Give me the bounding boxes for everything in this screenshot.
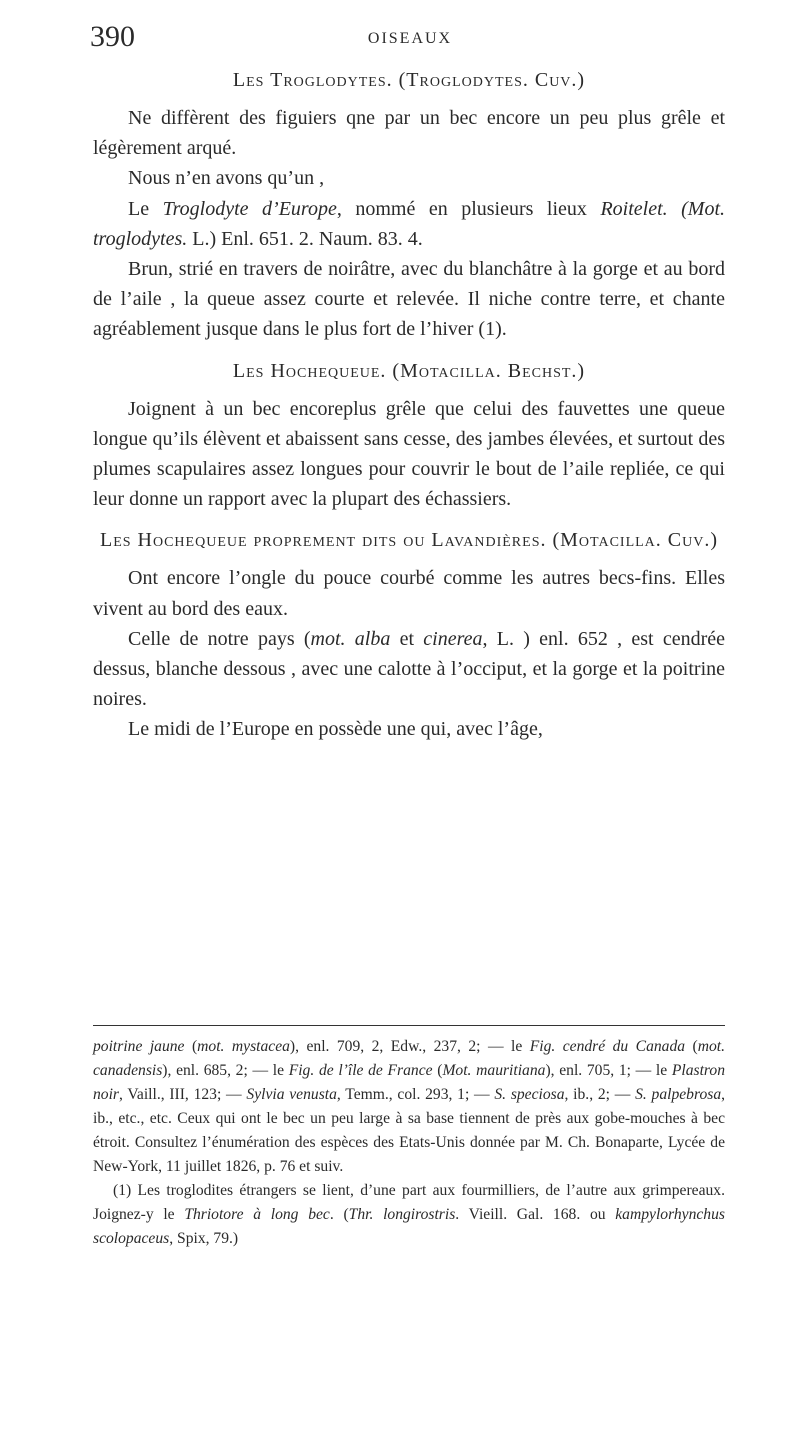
text: ( (432, 1062, 443, 1079)
species-name: Thr. longirostris (348, 1206, 456, 1223)
paragraph: Nous n’en avons qu’un , (128, 167, 325, 190)
text: , Spix, 79.) (169, 1230, 239, 1247)
text: (1) Les troglodites étrangers se lient, d’une part aux fourmilliers, de l’autre aux grimpereaux. Joignez-y le (93, 1182, 725, 1223)
running-head (90, 20, 730, 60)
species-name: Plastron noir (93, 1062, 725, 1103)
paragraph: Brun, strié en travers de noirâtre, avec du blanchâtre à la gorge et au bord de l’aile , la queue assez courte et relevée. Il niche contre terre, et chante agréablement jusque dans le plus fort de l’hiver (1). (93, 258, 725, 341)
main-text (93, 68, 725, 745)
species-name: Fig. de l’île de France (288, 1062, 433, 1079)
paragraph: Le midi de l’Europe en possède une qui, avec l’âge, (128, 718, 543, 741)
text: L.) Enl. 651. 2. Naum. 83. 4. (187, 227, 423, 250)
species-name: Fig. cendré du Canada (529, 1038, 686, 1055)
text: , Vaill., III, 123; — (119, 1086, 247, 1103)
species-name: mot. canadensis (93, 1038, 726, 1079)
paragraph: Ne diffèrent des figuiers qne par un bec encore un peu plus grêle et légèrement arqué. (93, 107, 725, 160)
paragraph: Ont encore l’ongle du pouce courbé comme les autres becs-fins. Elles vivent au bord des eaux. (93, 567, 725, 620)
species-name: poitrine jaune (93, 1038, 185, 1055)
text: ( (184, 1038, 198, 1055)
footnote-1 (93, 1179, 725, 1251)
text: , Temm., col. 293, 1; — (336, 1086, 495, 1103)
text: , ib., 2; — (564, 1086, 636, 1103)
text: ), enl. 685, 2; — le (162, 1062, 289, 1079)
species-name: mot. mystacea (197, 1038, 290, 1055)
text: , ib., etc., etc. Ceux qui ont le bec un peu large à sa base tiennent de près aux gobe-mouches à bec étroit. Consultez l’énumération des espèces des Etats-Unis donnée par M. Ch. Bonaparte, Lycée de New-York, 11 juillet 1826, p. 76 et suiv. (93, 1086, 726, 1175)
footnotes (93, 1035, 725, 1251)
section-heading-lavandieres: Les Hochequeue proprement dits ou Lavandières. (Motacilla. Cuv.) (99, 529, 719, 552)
running-title: OISEAUX (367, 30, 453, 47)
species-name: Mot. mauritiana (442, 1062, 546, 1079)
footnote-continuation (93, 1035, 725, 1179)
text: et (390, 627, 424, 650)
text: Le (128, 197, 163, 220)
section-heading-hochequeue: Les Hochequeue. (Motacilla. Bechst.) (232, 359, 586, 382)
species-name: Troglodyte d’Europe (162, 197, 337, 220)
species-name: mot. alba (310, 627, 391, 650)
paragraph: Joignent à un bec encoreplus grêle que celui des fauvettes une queue longue qu’ils élèvent et abaissent sans cesse, des jambes élevées, et surtout des plumes scapulaires assez longues pour couvrir le bout de l’aile repliée, ce qui leur donne un rapport avec la plupart des échassiers. (93, 397, 725, 511)
paragraph (93, 624, 725, 715)
text: ( (685, 1038, 698, 1055)
species-name: S. palpebrosa (635, 1086, 722, 1103)
page-number: 390 (90, 20, 135, 53)
species-name: cinerea (423, 627, 483, 650)
species-name: Sylvia venusta (246, 1086, 337, 1103)
species-name: Roitelet. (Mot. troglodytes. (93, 197, 726, 250)
text: ), enl. 705, 1; — le (545, 1062, 672, 1079)
text: , L. ) enl. 652 , est cendrée dessus, blanche dessous , avec une calotte à l’occiput, et la gorge et la poitrine noires. (93, 627, 726, 711)
text: . ( (329, 1206, 349, 1223)
species-name: Thriotore à long bec (184, 1206, 330, 1223)
species-name: kampylorhynchus scolopaceus (93, 1206, 725, 1247)
text: Celle de notre pays ( (128, 627, 311, 650)
footnote-rule (93, 1025, 725, 1026)
text: , nommé en plusieurs lieux (336, 197, 601, 220)
paragraph (93, 194, 725, 254)
section-heading-troglodytes: Les Troglodytes. (Troglodytes. Cuv.) (232, 69, 586, 91)
text: . Vieill. Gal. 168. ou (455, 1206, 616, 1223)
text: ), enl. 709, 2, Edw., 237, 2; — le (289, 1038, 530, 1055)
species-name: S. speciosa (494, 1086, 565, 1103)
